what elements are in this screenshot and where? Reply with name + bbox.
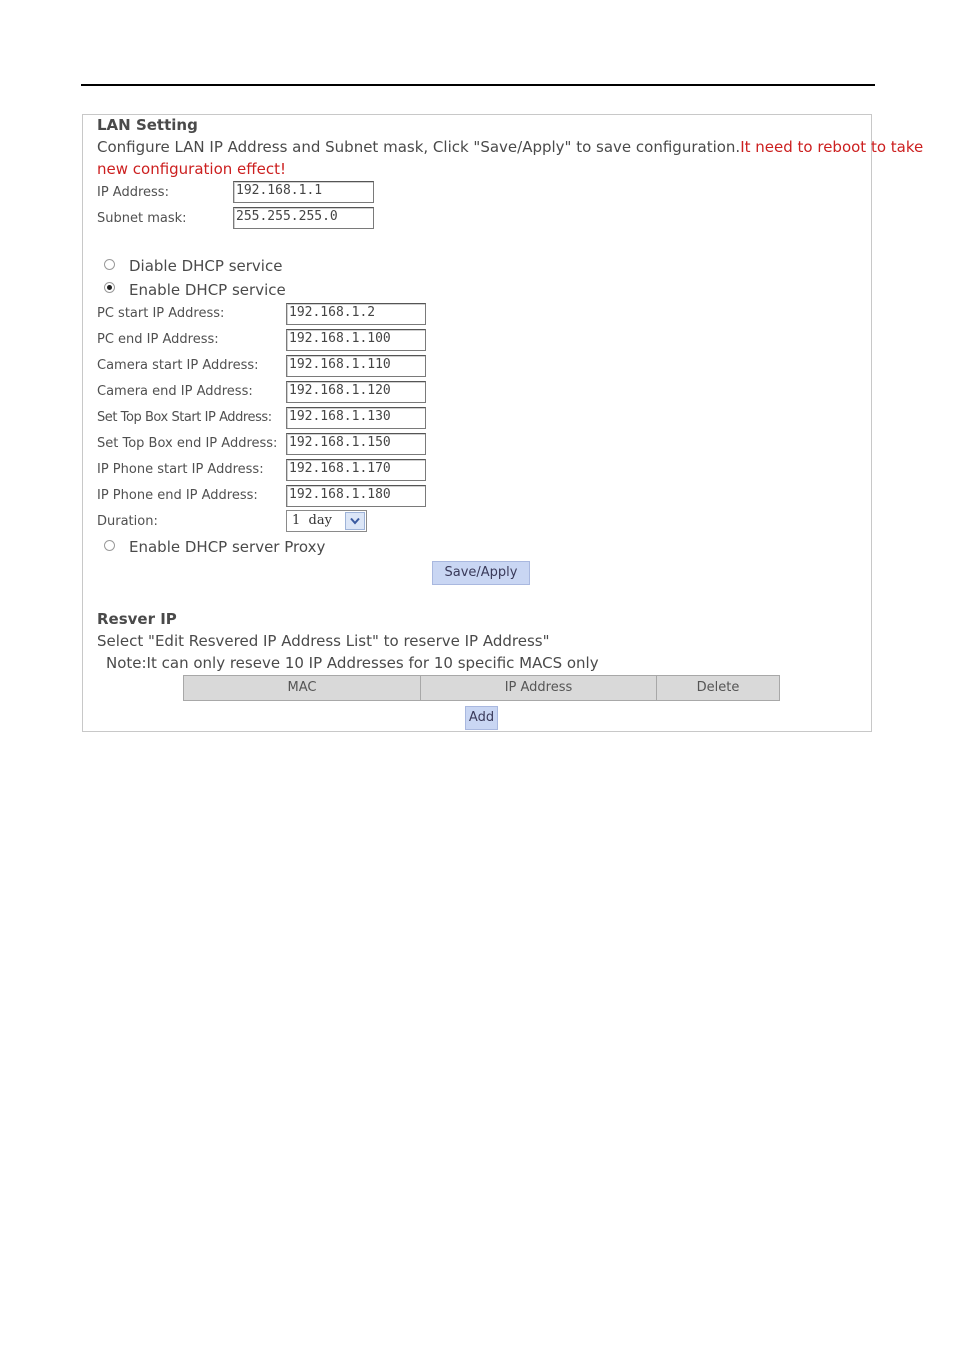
duration-label: Duration:	[97, 514, 158, 529]
ip-address-input[interactable]: 192.168.1.1	[233, 181, 374, 203]
pc-start-ip-input[interactable]: 192.168.1.2	[286, 303, 426, 325]
save-apply-button[interactable]: Save/Apply	[432, 561, 530, 585]
ip-phone-start-ip-input[interactable]: 192.168.1.170	[286, 459, 426, 481]
camera-start-ip-input[interactable]: 192.168.1.110	[286, 355, 426, 377]
disable-dhcp-radio[interactable]	[104, 259, 115, 270]
stb-start-ip-input[interactable]: 192.168.1.130	[286, 407, 426, 429]
dhcp-proxy-label: Enable DHCP server Proxy	[129, 538, 326, 556]
reserve-ip-note: Note:It can only reseve 10 IP Addresses for 10 specific MACS only	[106, 654, 599, 672]
reserved-ip-table-header	[183, 675, 780, 701]
ip-phone-end-ip-label: IP Phone end IP Address:	[97, 488, 258, 503]
disable-dhcp-label: Diable DHCP service	[129, 257, 283, 275]
column-header-mac: MAC	[287, 680, 317, 695]
reserve-ip-title: Resver IP	[97, 610, 177, 628]
pc-start-ip-label: PC start IP Address:	[97, 306, 225, 321]
reboot-warning-text: It need to reboot to take	[740, 138, 924, 156]
lan-description	[97, 138, 923, 156]
stb-start-ip-label: Set Top Box Start IP Address:	[97, 410, 272, 425]
ip-address-label: IP Address:	[97, 185, 169, 200]
lan-description-text: Configure LAN IP Address and Subnet mask, Click "Save/Apply" to save configuration.	[97, 138, 741, 156]
duration-value: 1 day	[292, 513, 332, 528]
enable-dhcp-radio[interactable]	[104, 282, 115, 293]
stb-end-ip-input[interactable]: 192.168.1.150	[286, 433, 426, 455]
add-button[interactable]: Add	[465, 706, 498, 730]
camera-start-ip-label: Camera start IP Address:	[97, 358, 259, 373]
enable-dhcp-label: Enable DHCP service	[129, 281, 286, 299]
column-header-delete: Delete	[696, 680, 740, 695]
duration-select[interactable]	[286, 510, 367, 532]
camera-end-ip-label: Camera end IP Address:	[97, 384, 253, 399]
radio-selected-dot	[107, 285, 112, 290]
ip-phone-start-ip-label: IP Phone start IP Address:	[97, 462, 264, 477]
dhcp-proxy-radio[interactable]	[104, 540, 115, 551]
page-top-rule	[81, 84, 875, 86]
column-header-ip-address: IP Address	[504, 680, 573, 695]
subnet-mask-input[interactable]: 255.255.255.0	[233, 207, 374, 229]
chevron-down-icon[interactable]	[345, 512, 365, 530]
stb-end-ip-label: Set Top Box end IP Address:	[97, 436, 278, 451]
pc-end-ip-label: PC end IP Address:	[97, 332, 219, 347]
subnet-mask-label: Subnet mask:	[97, 211, 187, 226]
reboot-warning-text-cont: new configuration effect!	[97, 160, 286, 178]
ip-phone-end-ip-input[interactable]: 192.168.1.180	[286, 485, 426, 507]
reserve-ip-description: Select "Edit Resvered IP Address List" to reserve IP Address"	[97, 632, 550, 650]
lan-setting-title: LAN Setting	[97, 116, 198, 134]
pc-end-ip-input[interactable]: 192.168.1.100	[286, 329, 426, 351]
camera-end-ip-input[interactable]: 192.168.1.120	[286, 381, 426, 403]
